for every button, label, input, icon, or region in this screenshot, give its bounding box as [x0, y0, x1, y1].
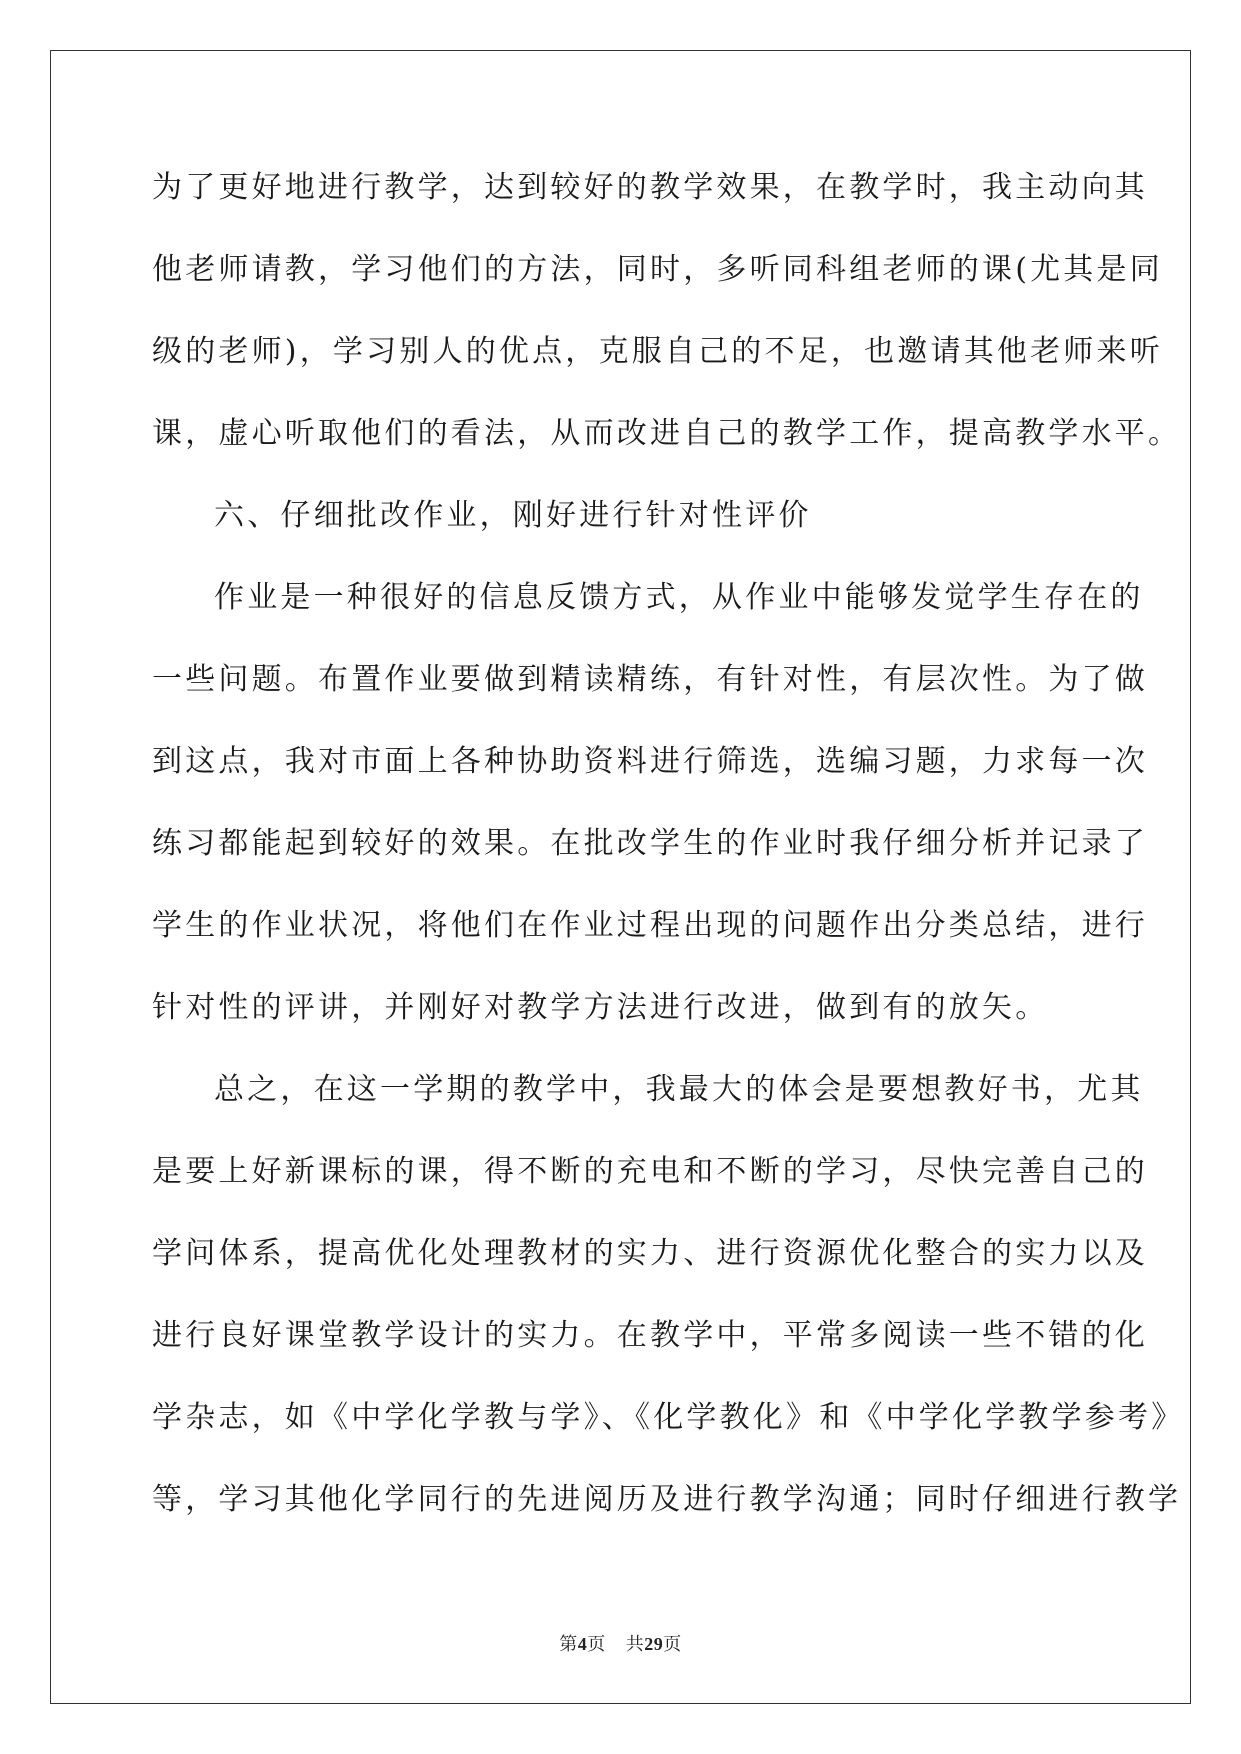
- text-line: 是要上好新课标的课，得不断的充电和不断的学习，尽快完善自己的: [152, 1154, 1148, 1189]
- text-line: 学问体系，提高优化处理教材的实力、进行资源优化整合的实力以及: [152, 1236, 1148, 1271]
- total-pages: 29: [644, 1634, 664, 1654]
- text-line: 进行良好课堂教学设计的实力。在教学中，平常多阅读一些不错的化: [152, 1318, 1148, 1353]
- total-prefix: 共: [625, 1634, 645, 1654]
- text-line: 为了更好地进行教学，达到较好的教学效果，在教学时，我主动向其: [152, 170, 1148, 205]
- page-footer: [0, 1630, 1241, 1656]
- total-suffix: 页: [663, 1634, 682, 1654]
- text-line: 作业是一种很好的信息反馈方式，从作业中能够发觉学生存在的: [214, 580, 1144, 615]
- section-heading: 六、仔细批改作业，刚好进行针对性评价: [214, 498, 812, 533]
- text-line: 针对性的评讲，并刚好对教学方法进行改进，做到有的放矢。: [152, 990, 1049, 1025]
- text-line: 等，学习其他化学同行的先进阅历及进行教学沟通；同时仔细进行教学: [152, 1482, 1182, 1517]
- page-number: 4: [577, 1634, 588, 1654]
- text-line: 学杂志，如《中学化学教与学》、《化学教化》和《中学化学教学参考》: [152, 1400, 1185, 1435]
- text-line: 一些问题。布置作业要做到精读精练，有针对性，有层次性。为了做: [152, 662, 1148, 697]
- page-suffix: 页: [587, 1634, 606, 1654]
- page-prefix: 第: [559, 1634, 578, 1654]
- text-line: 练习都能起到较好的效果。在批改学生的作业时我仔细分析并记录了: [152, 826, 1148, 861]
- text-line: 到这点，我对市面上各种协助资料进行筛选，选编习题，力求每一次: [152, 744, 1148, 779]
- text-line: 他老师请教，学习他们的方法，同时，多听同科组老师的课(尤其是同: [152, 252, 1163, 287]
- text-line: 学生的作业状况，将他们在作业过程出现的问题作出分类总结，进行: [152, 908, 1148, 943]
- text-line: 总之，在这一学期的教学中，我最大的体会是要想教好书，尤其: [214, 1072, 1144, 1107]
- text-line: 课，虚心听取他们的看法，从而改进自己的教学工作，提高教学水平。: [152, 416, 1182, 451]
- document-body: [152, 163, 1185, 1557]
- text-line: 级的老师)，学习别人的优点，克服自己的不足，也邀请其他老师来听: [152, 334, 1163, 369]
